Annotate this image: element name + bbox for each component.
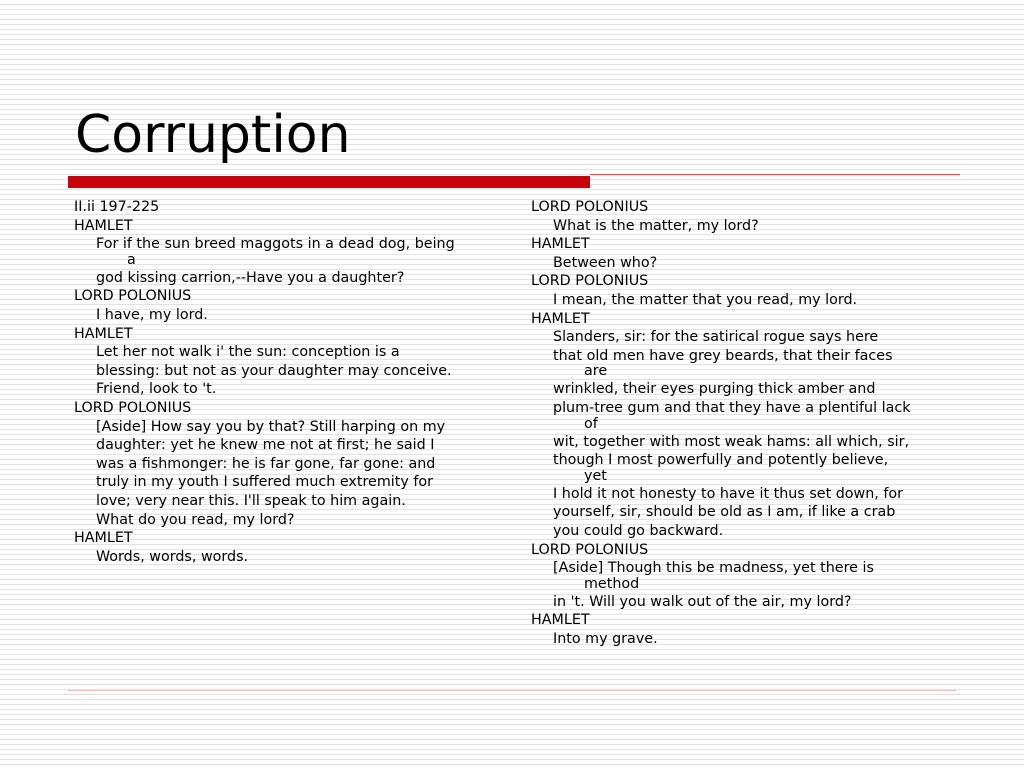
line-text: HAMLET <box>531 236 590 253</box>
dialogue-line <box>74 548 504 567</box>
dialogue-line <box>531 328 961 347</box>
line-text: Friend, look to 't. <box>96 381 217 398</box>
line-text: LORD POLONIUS <box>531 199 649 215</box>
speaker-line <box>531 310 961 329</box>
line-text: HAMLET <box>74 530 133 547</box>
line-text: wit, together with most weak hams: all which, sir, <box>553 433 910 450</box>
line-text: Let her not walk i' the sun: conception is a <box>96 344 400 361</box>
line-text: [Aside] Though this be madness, yet there is <box>553 560 874 577</box>
line-text: What is the matter, my lord? <box>553 217 759 234</box>
line-text: yourself, sir, should be old as I am, if like a crab <box>553 504 896 521</box>
line-text: [Aside] How say you by that? Still harping on my <box>96 418 446 435</box>
dialogue-line <box>74 455 504 474</box>
line-text: Slanders, sir: for the satirical rogue says here <box>553 329 879 346</box>
dialogue-line <box>74 343 504 362</box>
dialogue-line <box>531 399 961 430</box>
line-continuation: yet <box>584 467 607 484</box>
title-thin-rule <box>590 174 960 175</box>
dialogue-line <box>531 291 961 310</box>
line-continuation: are <box>584 363 608 380</box>
line-text: love; very near this. I'll speak to him again. <box>96 492 406 509</box>
title-accent-bar <box>68 176 590 188</box>
speaker-line <box>74 198 504 217</box>
line-text: II.ii 197-225 <box>74 199 160 215</box>
line-text: I have, my lord. <box>96 306 208 323</box>
speaker-line <box>531 198 961 217</box>
line-text: you could go backward. <box>553 522 724 539</box>
line-text: What do you read, my lord? <box>96 511 295 528</box>
speaker-line <box>74 217 504 236</box>
line-text: HAMLET <box>531 612 590 629</box>
line-text: LORD POLONIUS <box>74 399 192 416</box>
line-text: HAMLET <box>531 310 590 327</box>
line-continuation: method <box>584 575 640 592</box>
dialogue-line <box>531 254 961 273</box>
line-text: god kissing carrion,--Have you a daughter? <box>96 269 405 286</box>
line-text: For if the sun breed maggots in a dead dog, being <box>96 236 455 253</box>
dialogue-line <box>531 630 961 649</box>
dialogue-line <box>531 217 961 236</box>
line-continuation: of <box>584 415 598 432</box>
speaker-line <box>74 325 504 344</box>
dialogue-line <box>531 380 961 399</box>
line-text: Words, words, words. <box>96 548 249 565</box>
dialogue-line <box>74 473 504 492</box>
line-text: Between who? <box>553 254 658 271</box>
line-text: LORD POLONIUS <box>531 273 649 290</box>
footer-rule <box>68 690 956 691</box>
dialogue-line <box>531 451 961 482</box>
dialogue-line <box>531 433 961 452</box>
line-text: I mean, the matter that you read, my lord. <box>553 291 858 308</box>
line-text: though I most powerfully and potently believe, <box>553 452 889 469</box>
speaker-line <box>531 235 961 254</box>
dialogue-line <box>74 380 504 399</box>
line-text: LORD POLONIUS <box>74 288 192 305</box>
line-text: daughter: yet he knew me not at first; he said I <box>96 437 435 454</box>
line-text: blessing: but not as your daughter may conceive. <box>96 362 452 379</box>
line-text: that old men have grey beards, that their faces <box>553 347 893 364</box>
speaker-line <box>74 399 504 418</box>
dialogue-line <box>531 593 961 612</box>
dialogue-line <box>531 559 961 590</box>
dialogue-line <box>74 436 504 455</box>
dialogue-line <box>74 235 504 266</box>
dialogue-line <box>74 511 504 530</box>
left-text-column <box>74 198 504 566</box>
line-text: I hold it not honesty to have it thus set down, for <box>553 485 904 502</box>
speaker-line <box>531 541 961 560</box>
line-text: Into my grave. <box>553 630 658 647</box>
line-continuation: a <box>127 251 136 268</box>
slide-title: Corruption <box>75 105 351 165</box>
dialogue-line <box>531 485 961 504</box>
line-text: in 't. Will you walk out of the air, my lord? <box>553 593 852 610</box>
dialogue-line <box>531 503 961 522</box>
speaker-line <box>74 529 504 548</box>
dialogue-line <box>74 269 504 288</box>
dialogue-line <box>531 347 961 378</box>
line-text: truly in my youth I suffered much extremity for <box>96 474 434 491</box>
line-text: wrinkled, their eyes purging thick amber and <box>553 381 876 398</box>
speaker-line <box>531 611 961 630</box>
line-text: was a fishmonger: he is far gone, far gone: and <box>96 455 436 472</box>
line-text: plum-tree gum and that they have a plentiful lack <box>553 399 911 416</box>
line-text: HAMLET <box>74 217 133 234</box>
speaker-line <box>74 287 504 306</box>
speaker-line <box>531 272 961 291</box>
dialogue-line <box>74 362 504 381</box>
line-text: LORD POLONIUS <box>531 541 649 558</box>
right-text-column <box>531 198 961 648</box>
dialogue-line <box>74 418 504 437</box>
dialogue-line <box>74 492 504 511</box>
dialogue-line <box>74 306 504 325</box>
line-text: HAMLET <box>74 325 133 342</box>
dialogue-line <box>531 522 961 541</box>
